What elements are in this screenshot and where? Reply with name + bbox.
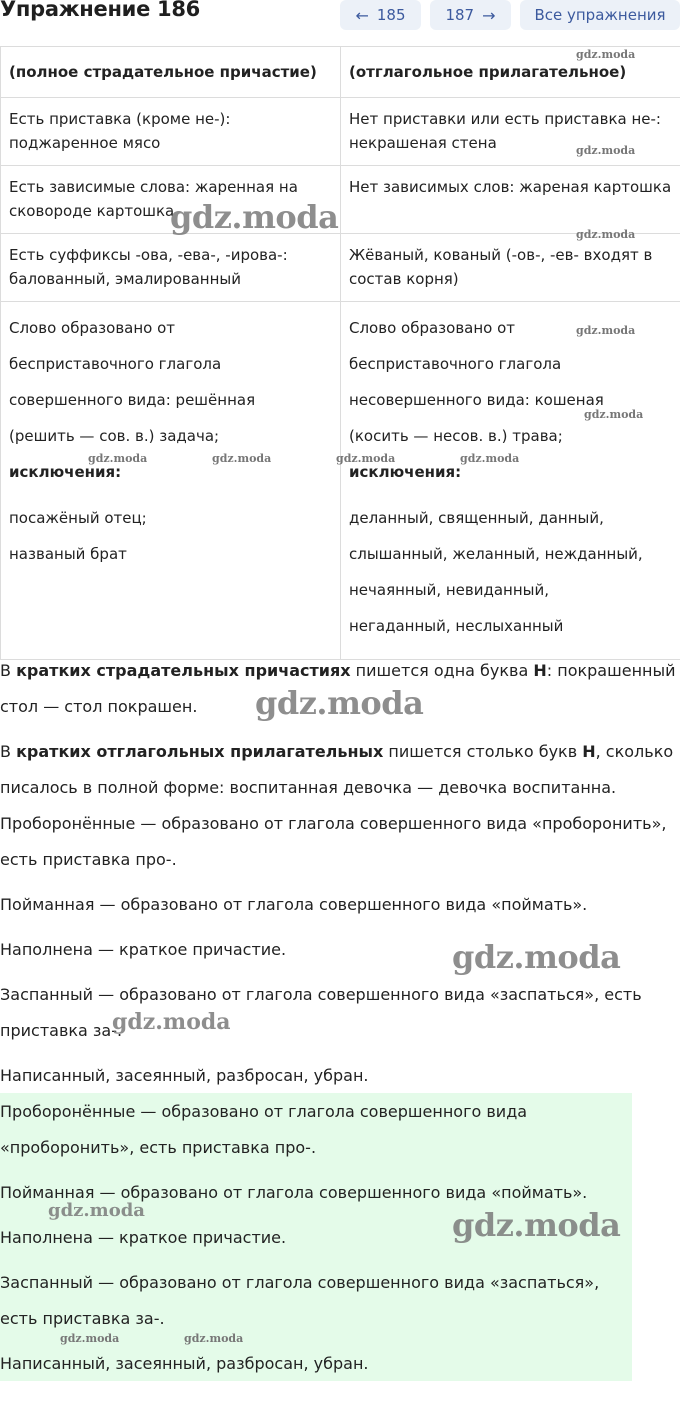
table-cell: Нет приставки или есть приставка не-: некрашеная стена [341,98,680,166]
table-row [1,234,680,302]
answer-item: Проборонённые — образовано от глагола совершенного вида «проборонить», есть приставка про-. [0,814,667,869]
rule-line: (косить — несов. в.) трава; [349,427,563,445]
next-exercise-label: 187 [445,6,475,24]
rule-letter: Н [582,742,596,761]
answer-item: Заспанный — образовано от глагола совершенного вида «заспаться», есть приставка за-. [0,1273,600,1328]
rule-short-adjectives [0,734,680,806]
rule-text: пишется столько букв [383,742,583,761]
answer-item: Наполнена — краткое причастие. [0,940,287,959]
exceptions-title: исключения: [9,463,122,481]
rule-line: несовершенного вида: кошеная [349,391,604,409]
watermark: gdz.moda [255,684,424,722]
rule-line: бесприставочного глагола [349,355,562,373]
rule-text: : покрашенный стол — стол покрашен. [0,661,676,716]
exception-item: негаданный, неслыханный [349,617,564,635]
table-row [1,166,680,234]
table-row [1,302,680,660]
rule-bold-term: кратких отглагольных прилагательных [16,742,384,761]
page-title: Упражнение 186 [0,0,200,21]
table-cell: Нет зависимых слов: жареная картошка [341,166,680,234]
rule-text: , сколько писалось в полной форме: воспитанная девочка — девочка воспитанна. [0,742,674,797]
watermark: gdz.moda [576,48,636,61]
table-header-cell: (отглагольное прилагательное) [341,47,680,98]
exception-item: названый брат [9,545,127,563]
watermark: gdz.moda [576,144,636,157]
table-cell: Есть приставка (кроме не-): поджаренное мясо [1,98,341,166]
watermark: gdz.moda [460,452,520,465]
answer-item: Проборонённые — образовано от глагола совершенного вида «проборонить», есть приставка про-. [0,1102,528,1157]
watermark: gdz.moda [170,198,339,236]
rule-line: совершенного вида: решённая [9,391,256,409]
table-cell: Есть суффиксы -ова, -ева-, -ирова-: балованный, эмалированный [1,234,341,302]
exception-item: нечаянный, невиданный, [349,581,550,599]
table-header-cell: (полное страдательное причастие) [1,47,341,98]
watermark: gdz.moda [48,1200,145,1221]
all-exercises-label: Все упражнения [534,6,666,24]
rules-table [0,46,680,660]
watermark: gdz.moda [452,938,621,976]
next-exercise-button[interactable] [430,0,511,30]
prev-exercise-button[interactable] [340,0,421,30]
answer-item: Наполнена — краткое причастие. [0,1228,287,1247]
watermark: gdz.moda [60,1332,120,1345]
all-exercises-button[interactable] [520,0,680,30]
watermark: gdz.moda [336,452,396,465]
rule-line: Слово образовано от [9,319,176,337]
answer-item: Заспанный — образовано от глагола совершенного вида «заспаться», есть приставка за-. [0,985,642,1040]
watermark: gdz.moda [584,408,644,421]
rule-text: В [0,661,17,680]
rule-line: (решить — сов. в.) задача; [9,427,220,445]
watermark: gdz.moda [452,1206,621,1244]
watermark: gdz.moda [88,452,148,465]
arrow-left-icon: ← [355,5,369,25]
table-cell [341,302,680,660]
watermark: gdz.moda [212,452,272,465]
arrow-right-icon: → [482,5,496,25]
exception-item: деланный, священный, данный, [349,509,604,527]
rule-text: пишется одна буква [350,661,534,680]
table-cell [1,302,341,660]
rule-line: бесприставочного глагола [9,355,222,373]
watermark: gdz.moda [576,228,636,241]
rule-text: В [0,742,17,761]
rule-line: Слово образовано от [349,319,516,337]
answer-item: Написанный, засеянный, разбросан, убран. [0,1066,369,1085]
rule-letter: Н [533,661,547,680]
answer-item: Написанный, засеянный, разбросан, убран. [0,1354,369,1373]
table-cell: Жёваный, кованый (-ов-, -ев- входят в состав корня) [341,234,680,302]
answer-item: Пойманная — образовано от глагола совершенного вида «поймать». [0,1183,588,1202]
exception-item: посажёный отец; [9,509,147,527]
watermark: gdz.moda [184,1332,244,1345]
watermark: gdz.moda [576,324,636,337]
table-cell: Есть зависимые слова: жаренная на сковороде картошка [1,166,341,234]
header [0,0,680,34]
watermark: gdz.moda [112,1009,231,1035]
prev-exercise-label: 185 [376,6,406,24]
exception-item: слышанный, желанный, нежданный, [349,545,643,563]
exceptions-title: исключения: [349,463,462,481]
answer-item: Пойманная — образовано от глагола совершенного вида «поймать». [0,895,588,914]
rule-bold-term: кратких страдательных причастиях [16,661,351,680]
